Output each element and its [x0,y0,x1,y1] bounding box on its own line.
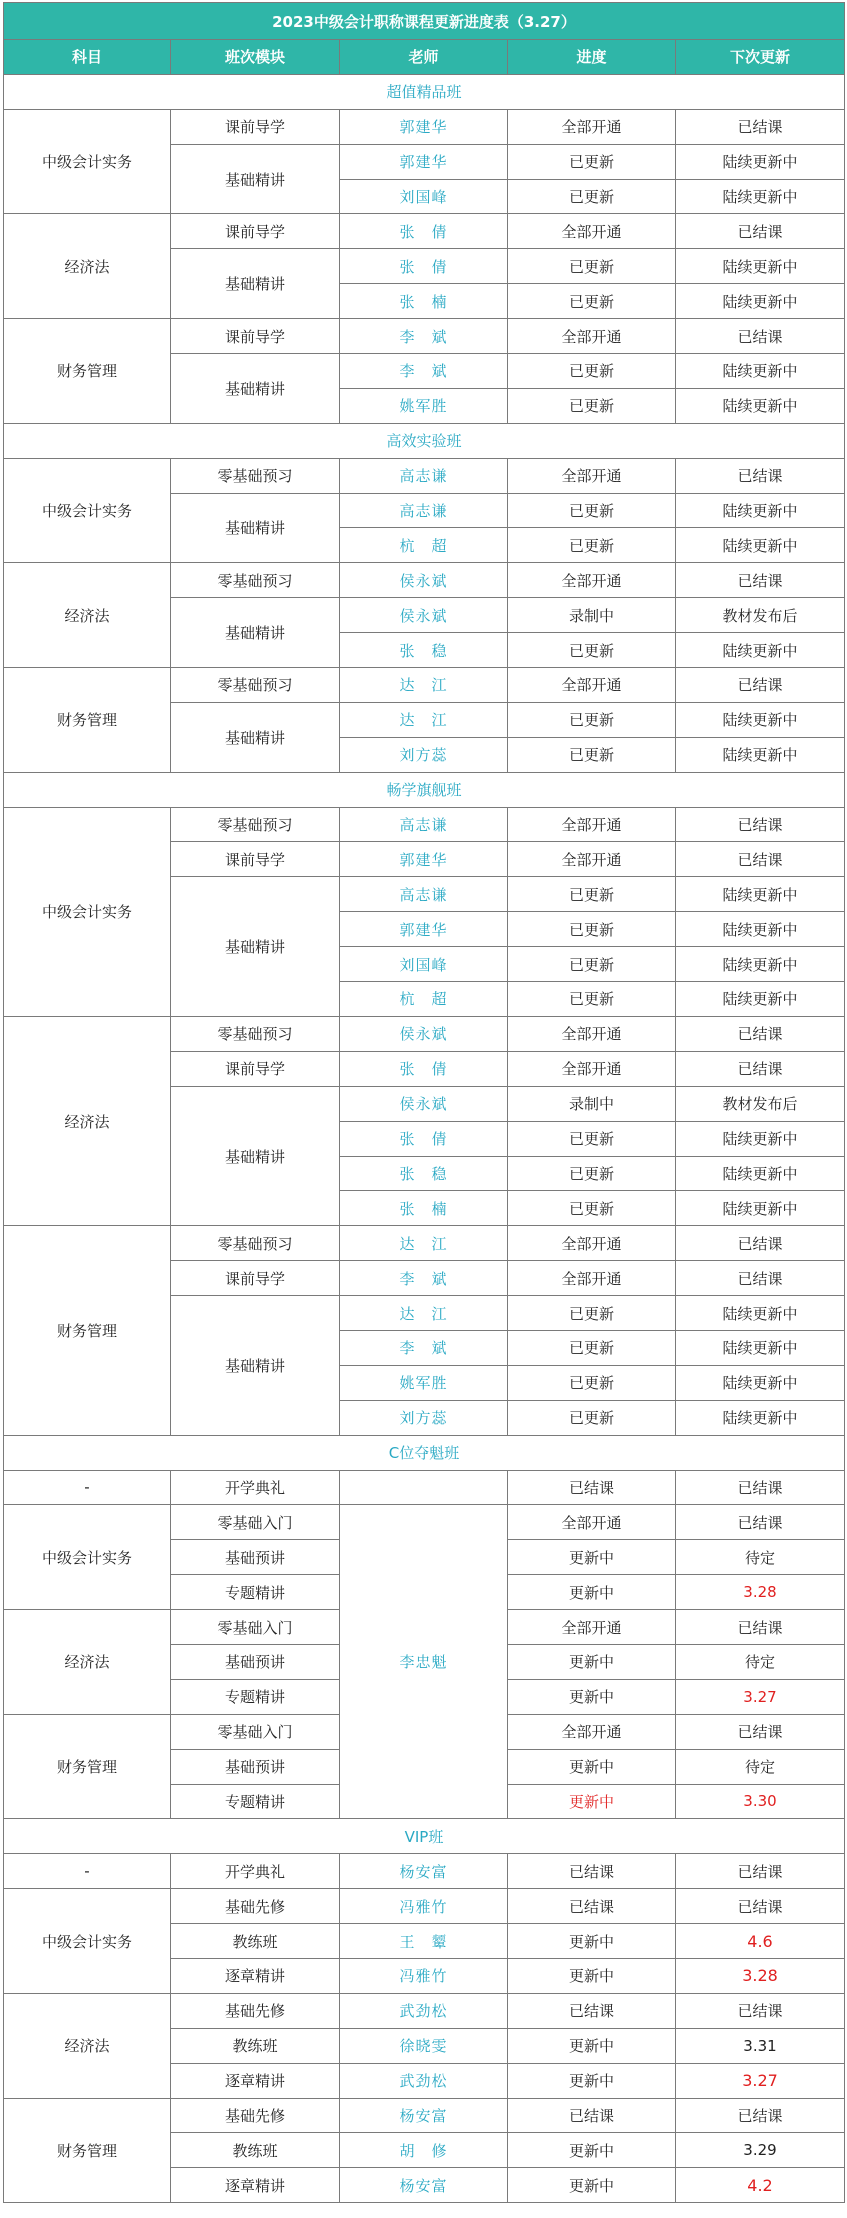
header-row [4,40,845,75]
next-update-cell: 已结课 [676,319,845,354]
module-cell: 基础精讲 [171,144,340,214]
progress-cell: 录制中 [508,1086,676,1121]
module-cell: 零基础入门 [171,1610,340,1645]
module-cell: 基础精讲 [171,249,340,319]
next-update-cell: 待定 [676,1749,845,1784]
table-row [4,1470,845,1505]
subject-cell: 财务管理 [4,1226,171,1435]
next-update-cell: 陆续更新中 [676,1156,845,1191]
module-cell: 课前导学 [171,842,340,877]
progress-cell: 全部开通 [508,807,676,842]
next-update-cell: 陆续更新中 [676,912,845,947]
module-cell: 专题精讲 [171,1784,340,1819]
next-update-cell: 4.6 [676,1924,845,1959]
module-cell: 课前导学 [171,1051,340,1086]
next-update-cell: 教材发布后 [676,598,845,633]
teacher-cell: 郭建华 [340,144,508,179]
next-update-cell: 陆续更新中 [676,1400,845,1435]
module-cell: 基础先修 [171,1889,340,1924]
module-cell: 零基础预习 [171,563,340,598]
progress-cell: 已结课 [508,1854,676,1889]
table-row [4,1993,845,2028]
progress-cell: 全部开通 [508,319,676,354]
teacher-cell-empty [340,1470,508,1505]
teacher-cell: 高志谦 [340,493,508,528]
next-update-cell: 已结课 [676,2098,845,2133]
progress-cell: 全部开通 [508,1226,676,1261]
teacher-cell: 侯永斌 [340,1016,508,1051]
teacher-cell: 刘方蕊 [340,1400,508,1435]
next-update-cell: 3.27 [676,2063,845,2098]
progress-cell: 全部开通 [508,563,676,598]
module-cell: 教练班 [171,2028,340,2063]
module-cell: 零基础预习 [171,1016,340,1051]
progress-cell: 全部开通 [508,1714,676,1749]
module-cell: 基础先修 [171,1993,340,2028]
teacher-cell: 冯雅竹 [340,1958,508,1993]
progress-cell: 已更新 [508,1156,676,1191]
teacher-cell: 杭 超 [340,982,508,1017]
subject-cell: 经济法 [4,1016,171,1225]
module-cell: 零基础预习 [171,458,340,493]
module-cell: 课前导学 [171,1261,340,1296]
table-row [4,109,845,144]
teacher-cell: 达 江 [340,1226,508,1261]
progress-cell: 更新中 [508,2133,676,2168]
progress-cell: 已结课 [508,2098,676,2133]
teacher-cell: 刘国峰 [340,179,508,214]
teacher-cell: 达 江 [340,1296,508,1331]
module-cell: 专题精讲 [171,1575,340,1610]
next-update-cell: 陆续更新中 [676,702,845,737]
progress-cell: 更新中 [508,1679,676,1714]
next-update-cell: 已结课 [676,1610,845,1645]
teacher-cell: 武劲松 [340,1993,508,2028]
subject-cell: - [4,1854,171,1889]
progress-table [3,2,845,2203]
teacher-cell: 郭建华 [340,842,508,877]
header-module: 班次模块 [171,40,340,75]
table-row [4,1016,845,1051]
next-update-cell: 陆续更新中 [676,179,845,214]
next-update-cell: 陆续更新中 [676,493,845,528]
next-update-cell: 已结课 [676,1854,845,1889]
next-update-cell: 已结课 [676,807,845,842]
next-update-cell: 陆续更新中 [676,1330,845,1365]
teacher-cell: 李 斌 [340,319,508,354]
section-row [4,74,845,109]
teacher-cell: 李 斌 [340,1330,508,1365]
next-update-cell: 陆续更新中 [676,737,845,772]
next-update-cell: 陆续更新中 [676,354,845,389]
table-row [4,1226,845,1261]
progress-cell: 已结课 [508,1993,676,2028]
module-cell: 零基础预习 [171,807,340,842]
progress-cell: 全部开通 [508,1505,676,1540]
next-update-cell: 已结课 [676,1226,845,1261]
progress-cell: 已更新 [508,493,676,528]
progress-cell: 已更新 [508,249,676,284]
teacher-cell: 杭 超 [340,528,508,563]
teacher-cell: 张 稳 [340,1156,508,1191]
section-row [4,772,845,807]
progress-cell: 已更新 [508,284,676,319]
module-cell: 开学典礼 [171,1470,340,1505]
progress-cell: 全部开通 [508,1610,676,1645]
subject-cell: 经济法 [4,563,171,668]
progress-cell: 已更新 [508,947,676,982]
module-cell: 基础预讲 [171,1540,340,1575]
teacher-cell: 杨安富 [340,2168,508,2203]
subject-cell: 经济法 [4,214,171,319]
progress-cell: 更新中 [508,2063,676,2098]
teacher-cell: 冯雅竹 [340,1889,508,1924]
progress-cell: 全部开通 [508,109,676,144]
table-row [4,458,845,493]
next-update-cell: 陆续更新中 [676,249,845,284]
teacher-cell: 李 斌 [340,354,508,389]
section-title: C位夺魁班 [4,1435,845,1470]
module-cell: 零基础入门 [171,1505,340,1540]
subject-cell: 中级会计实务 [4,1505,171,1610]
section-row [4,423,845,458]
title-row [4,3,845,40]
module-cell: 教练班 [171,1924,340,1959]
next-update-cell: 陆续更新中 [676,1296,845,1331]
teacher-cell: 武劲松 [340,2063,508,2098]
module-cell: 专题精讲 [171,1679,340,1714]
progress-cell: 更新中 [508,1958,676,1993]
progress-cell: 已更新 [508,737,676,772]
next-update-cell: 已结课 [676,1051,845,1086]
table-row [4,2098,845,2133]
teacher-cell: 高志谦 [340,807,508,842]
module-cell: 课前导学 [171,109,340,144]
module-cell: 零基础预习 [171,668,340,703]
progress-cell: 更新中 [508,1540,676,1575]
next-update-cell: 陆续更新中 [676,1365,845,1400]
module-cell: 基础预讲 [171,1644,340,1679]
teacher-cell: 达 江 [340,702,508,737]
progress-cell: 更新中 [508,1644,676,1679]
module-cell: 教练班 [171,2133,340,2168]
progress-cell: 全部开通 [508,668,676,703]
next-update-cell: 3.31 [676,2028,845,2063]
next-update-cell: 3.28 [676,1958,845,1993]
next-update-cell: 陆续更新中 [676,982,845,1017]
teacher-cell: 姚军胜 [340,1365,508,1400]
progress-cell: 更新中 [508,1749,676,1784]
next-update-cell: 教材发布后 [676,1086,845,1121]
progress-cell: 已更新 [508,388,676,423]
progress-cell: 已更新 [508,702,676,737]
teacher-cell: 张 倩 [340,214,508,249]
module-cell: 基础先修 [171,2098,340,2133]
next-update-cell: 已结课 [676,1993,845,2028]
next-update-cell: 待定 [676,1540,845,1575]
subject-cell: - [4,1470,171,1505]
next-update-cell: 已结课 [676,563,845,598]
progress-cell: 已更新 [508,912,676,947]
next-update-cell: 已结课 [676,1714,845,1749]
progress-cell: 已更新 [508,877,676,912]
next-update-cell: 待定 [676,1644,845,1679]
progress-cell: 全部开通 [508,1016,676,1051]
module-cell: 零基础预习 [171,1226,340,1261]
module-cell: 逐章精讲 [171,2168,340,2203]
module-cell: 课前导学 [171,319,340,354]
header-subject: 科目 [4,40,171,75]
subject-cell: 中级会计实务 [4,807,171,1016]
table-row [4,214,845,249]
progress-cell: 更新中 [508,1924,676,1959]
next-update-cell: 已结课 [676,1505,845,1540]
progress-cell: 已更新 [508,1191,676,1226]
next-update-cell: 已结课 [676,1261,845,1296]
teacher-cell: 李 斌 [340,1261,508,1296]
subject-cell: 中级会计实务 [4,1889,171,1994]
next-update-cell: 已结课 [676,1889,845,1924]
next-update-cell: 已结课 [676,458,845,493]
progress-cell: 已更新 [508,633,676,668]
module-cell: 逐章精讲 [171,1958,340,1993]
progress-cell: 已更新 [508,982,676,1017]
module-cell: 基础精讲 [171,1296,340,1436]
teacher-cell: 张 倩 [340,1051,508,1086]
next-update-cell: 4.2 [676,2168,845,2203]
progress-cell: 已更新 [508,1296,676,1331]
next-update-cell: 已结课 [676,1016,845,1051]
header-teacher: 老师 [340,40,508,75]
subject-cell: 财务管理 [4,1714,171,1819]
next-update-cell: 陆续更新中 [676,144,845,179]
progress-cell: 更新中 [508,2168,676,2203]
progress-cell: 更新中 [508,1784,676,1819]
table-row [4,1854,845,1889]
teacher-cell: 郭建华 [340,912,508,947]
progress-cell: 全部开通 [508,458,676,493]
teacher-cell: 李忠魁 [340,1505,508,1819]
next-update-cell: 陆续更新中 [676,284,845,319]
progress-cell: 全部开通 [508,1261,676,1296]
teacher-cell: 刘方蕊 [340,737,508,772]
module-cell: 逐章精讲 [171,2063,340,2098]
teacher-cell: 高志谦 [340,458,508,493]
next-update-cell: 3.29 [676,2133,845,2168]
progress-cell: 已更新 [508,1121,676,1156]
module-cell: 课前导学 [171,214,340,249]
subject-cell: 财务管理 [4,319,171,424]
teacher-cell: 胡 修 [340,2133,508,2168]
table-row [4,563,845,598]
progress-cell: 已更新 [508,528,676,563]
teacher-cell: 杨安富 [340,1854,508,1889]
progress-cell: 更新中 [508,1575,676,1610]
teacher-cell: 侯永斌 [340,598,508,633]
subject-cell: 财务管理 [4,2098,171,2203]
progress-cell: 已更新 [508,354,676,389]
next-update-cell: 已结课 [676,214,845,249]
next-update-cell: 陆续更新中 [676,633,845,668]
table-row [4,807,845,842]
progress-cell: 已结课 [508,1889,676,1924]
module-cell: 基础预讲 [171,1749,340,1784]
module-cell: 基础精讲 [171,877,340,1017]
teacher-cell: 侯永斌 [340,1086,508,1121]
progress-cell: 已更新 [508,179,676,214]
section-title: 畅学旗舰班 [4,772,845,807]
progress-cell: 已更新 [508,144,676,179]
section-title: 超值精品班 [4,74,845,109]
teacher-cell: 姚军胜 [340,388,508,423]
module-cell: 基础精讲 [171,1086,340,1226]
progress-cell: 已更新 [508,1365,676,1400]
teacher-cell: 张 楠 [340,1191,508,1226]
teacher-cell: 达 江 [340,668,508,703]
subject-cell: 财务管理 [4,668,171,773]
teacher-cell: 张 楠 [340,284,508,319]
teacher-cell: 张 稳 [340,633,508,668]
next-update-cell: 已结课 [676,668,845,703]
module-cell: 基础精讲 [171,702,340,772]
progress-cell: 更新中 [508,2028,676,2063]
module-cell: 零基础入门 [171,1714,340,1749]
header-next-update: 下次更新 [676,40,845,75]
subject-cell: 中级会计实务 [4,109,171,214]
teacher-cell: 徐晓雯 [340,2028,508,2063]
next-update-cell: 陆续更新中 [676,1191,845,1226]
progress-cell: 已结课 [508,1470,676,1505]
next-update-cell: 已结课 [676,842,845,877]
table-body [4,74,845,2202]
module-cell: 基础精讲 [171,598,340,668]
next-update-cell: 陆续更新中 [676,528,845,563]
section-title: VIP班 [4,1819,845,1854]
teacher-cell: 张 倩 [340,1121,508,1156]
progress-cell: 录制中 [508,598,676,633]
table-title: 2023中级会计职称课程更新进度表（3.27） [4,3,845,40]
subject-cell: 中级会计实务 [4,458,171,563]
table-row [4,319,845,354]
teacher-cell: 高志谦 [340,877,508,912]
section-row [4,1435,845,1470]
teacher-cell: 郭建华 [340,109,508,144]
teacher-cell: 刘国峰 [340,947,508,982]
table-row [4,1505,845,1540]
next-update-cell: 3.27 [676,1679,845,1714]
next-update-cell: 3.28 [676,1575,845,1610]
progress-cell: 全部开通 [508,1051,676,1086]
teacher-cell: 王 颦 [340,1924,508,1959]
teacher-cell: 杨安富 [340,2098,508,2133]
next-update-cell: 陆续更新中 [676,388,845,423]
next-update-cell: 已结课 [676,109,845,144]
subject-cell: 经济法 [4,1610,171,1715]
next-update-cell: 陆续更新中 [676,947,845,982]
module-cell: 基础精讲 [171,493,340,563]
table-row [4,668,845,703]
progress-cell: 已更新 [508,1330,676,1365]
section-row [4,1819,845,1854]
progress-cell: 全部开通 [508,842,676,877]
module-cell: 基础精讲 [171,354,340,424]
next-update-cell: 陆续更新中 [676,877,845,912]
progress-cell: 已更新 [508,1400,676,1435]
section-title: 高效实验班 [4,423,845,458]
next-update-cell: 已结课 [676,1470,845,1505]
table-row [4,1889,845,1924]
progress-cell: 全部开通 [508,214,676,249]
subject-cell: 经济法 [4,1993,171,2098]
header-progress: 进度 [508,40,676,75]
next-update-cell: 陆续更新中 [676,1121,845,1156]
module-cell: 开学典礼 [171,1854,340,1889]
teacher-cell: 侯永斌 [340,563,508,598]
teacher-cell: 张 倩 [340,249,508,284]
next-update-cell: 3.30 [676,1784,845,1819]
